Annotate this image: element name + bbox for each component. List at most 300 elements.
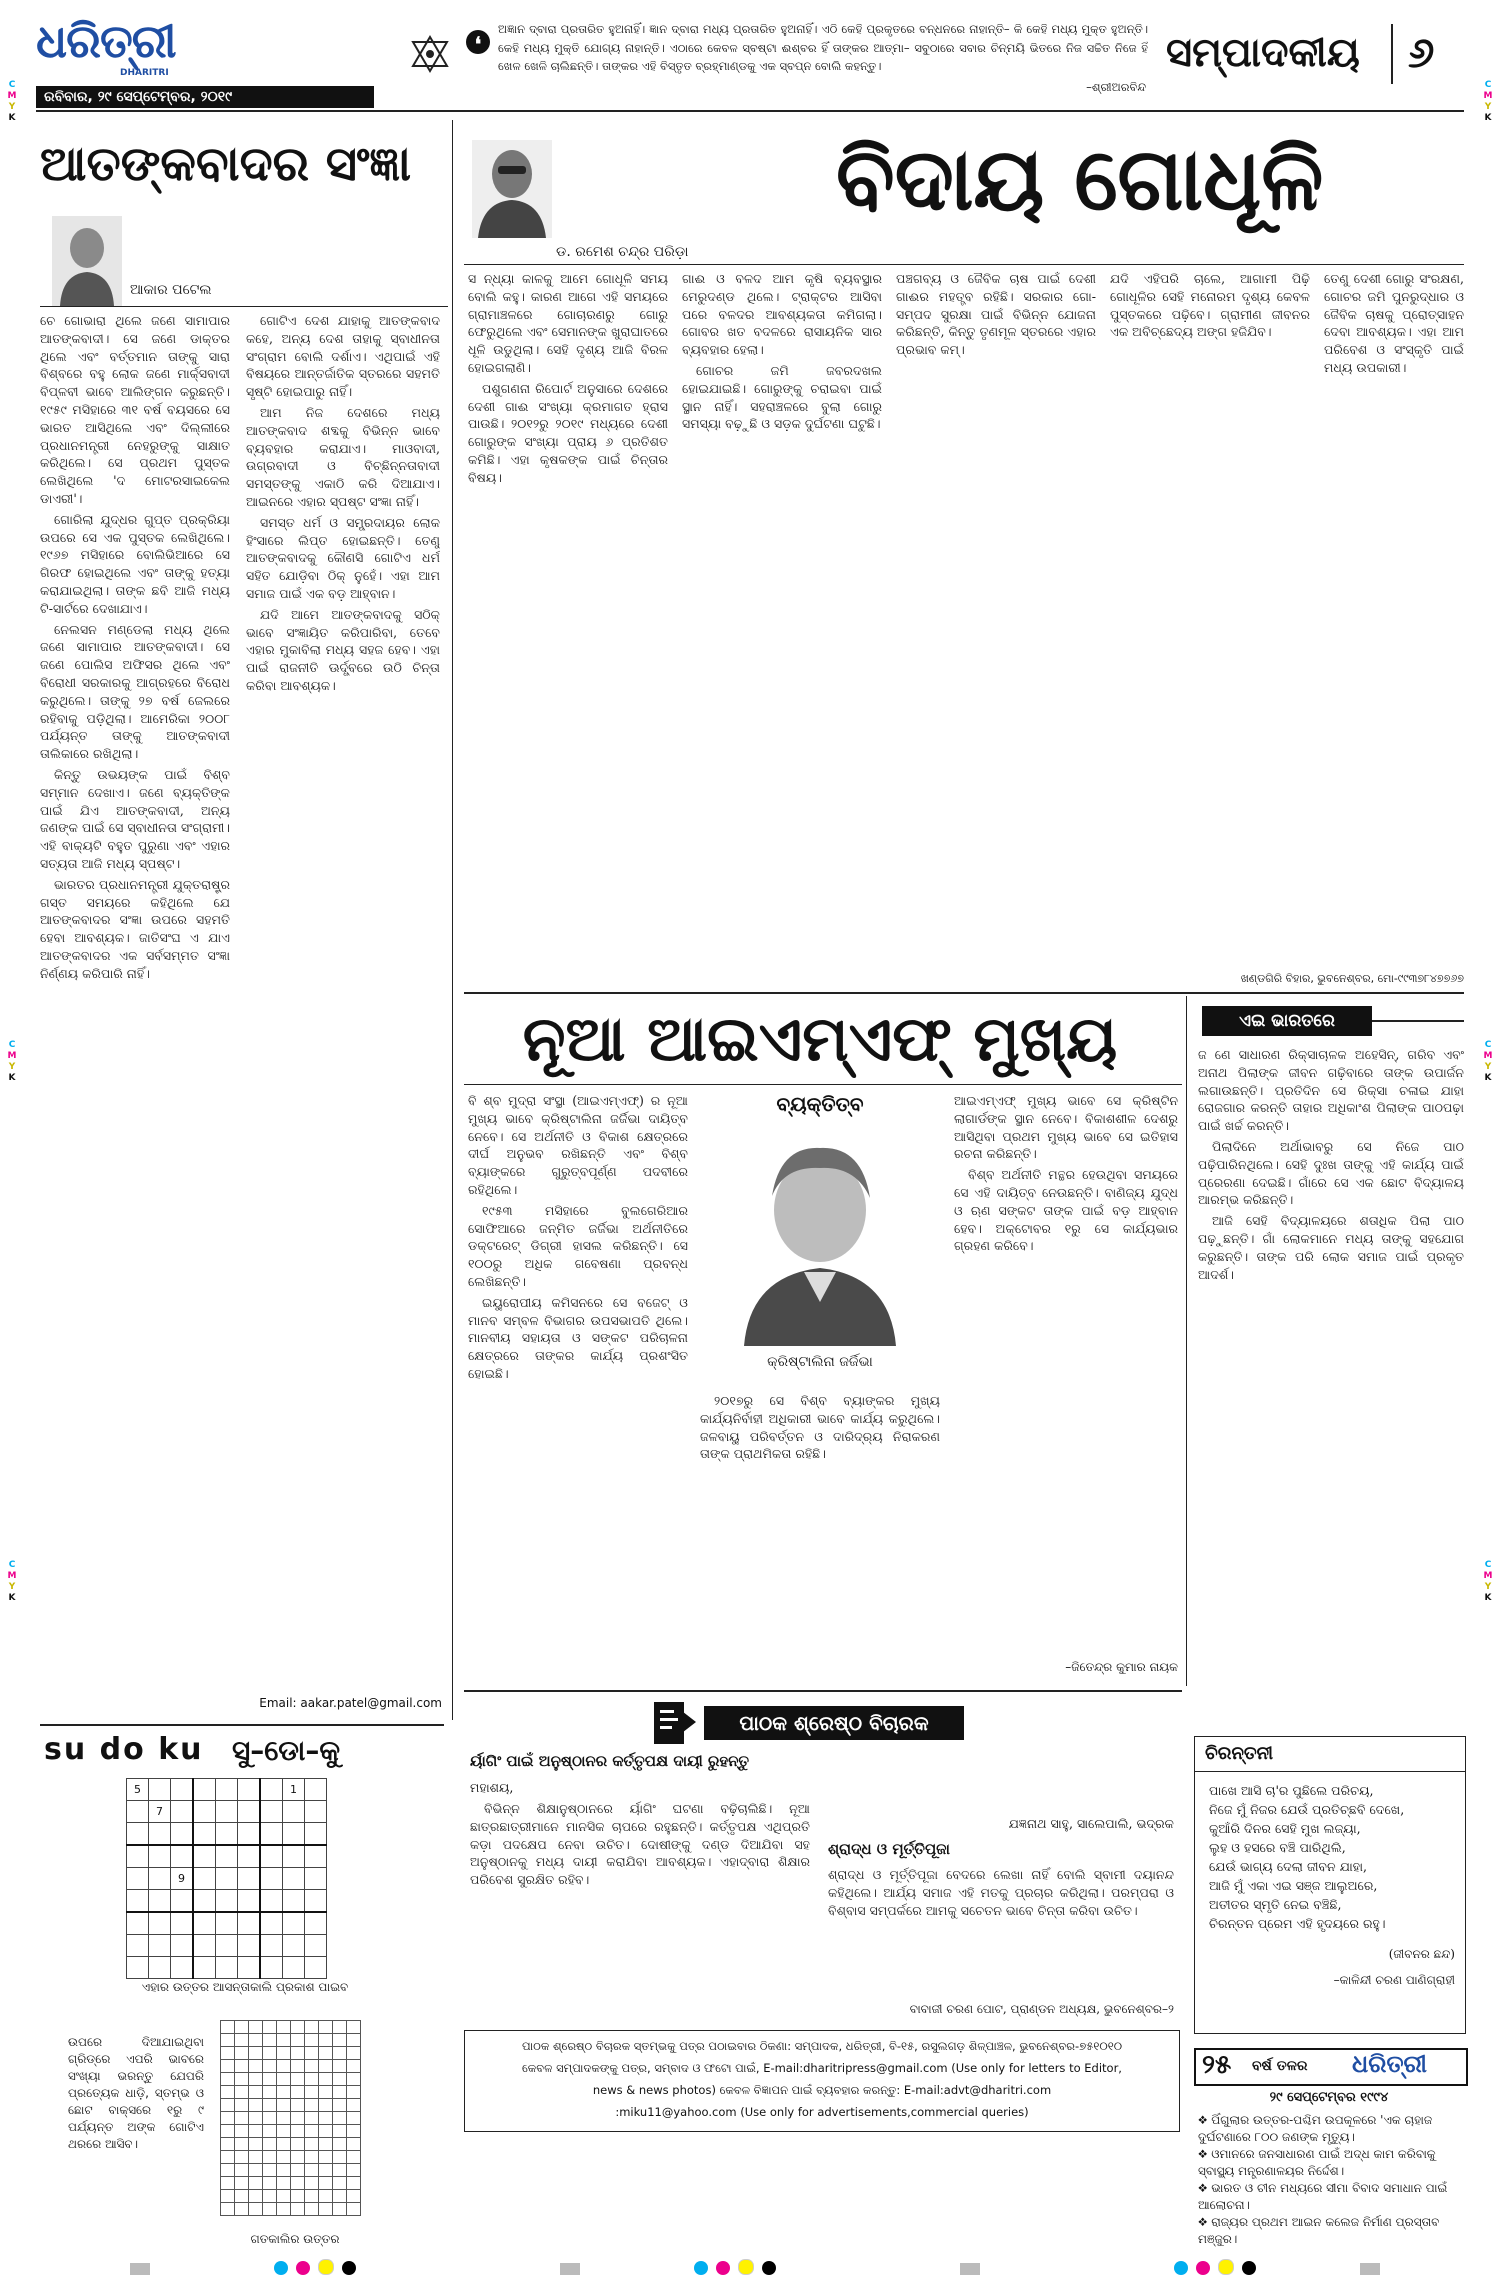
- article-paragraph: ଆମ ନିଜ ଦେଶରେ ମଧ୍ୟ ଆତଙ୍କବାଦ ଶବ୍ଦକୁ ବିଭିନ୍ନ ଭାବେ ବ୍ୟବହାର କରାଯାଏ। ମାଓବାଦୀ, ଉଗ୍ରବାଦୀ ଓ ବିଚ୍ଛିନ୍ନତାବାଦୀ ସମସ୍ତଙ୍କୁ ଏକାଠି କରି ଦିଆଯାଏ। ଆଇନରେ ଏହାର ସ୍ପଷ୍ଟ ସଂଜ୍ଞା ନାହିଁ।: [246, 404, 440, 509]
- solution-cell: [221, 2112, 235, 2125]
- sudoku-cell: [238, 1890, 261, 1913]
- reg-marks-right-top: C M Y K: [1483, 80, 1493, 123]
- solution-cell: [263, 2060, 277, 2073]
- flashback-date: ୨୯ ସେପ୍ଟେମ୍ବର ୧୯୯୪: [1269, 2090, 1389, 2105]
- solution-cell: [333, 2164, 347, 2177]
- sudoku-cell: [216, 1823, 238, 1846]
- solution-cell: [291, 2034, 305, 2047]
- sudoku-cell: [305, 1890, 327, 1913]
- solution-cell: [347, 2073, 361, 2086]
- sudoku-cell: [260, 1957, 283, 1979]
- letter-text: ଶ୍ରାଦ୍ଧ ଓ ମୂର୍ତ୍ତିପୂଜା ବେଦରେ ଲେଖା ନାହିଁ ବୋଲି ସ୍ବାମୀ ଦୟାନନ୍ଦ କହିଥିଲେ। ଆର୍ଯ୍ୟ ସମାଜ ଏହି ମତକୁ ପ୍ରଚାର କରିଥିଲା। ପରମ୍ପରା ଓ ବିଶ୍ବାସ ସମ୍ପର୍କରେ ଆମକୁ ସଚେତନ ଭାବେ ଚିନ୍ତା କରିବା ଉଚିତ।: [828, 1867, 1174, 1918]
- gray-swatch: [130, 2263, 150, 2275]
- solution-cell: [221, 2099, 235, 2112]
- solution-cell: [291, 2151, 305, 2164]
- sudoku-cell: [149, 1935, 171, 1957]
- solution-cell: [347, 2112, 361, 2125]
- flashback-header: [1194, 2048, 1468, 2086]
- sudoku-cell: [193, 1912, 216, 1935]
- solution-cell: [249, 2151, 263, 2164]
- sudoku-cell: [149, 1890, 171, 1913]
- solution-cell: [319, 2177, 333, 2190]
- twilight-headline-rule: [464, 264, 1464, 265]
- article-imf-body-col1: [468, 1092, 688, 1652]
- letters-footer-box: [464, 2030, 1180, 2132]
- sudoku-cell: [216, 1935, 238, 1957]
- sudoku-cell: [193, 1823, 216, 1846]
- solution-cell: [277, 2112, 291, 2125]
- reg-marks-left-mid: C M Y K: [7, 1040, 17, 1083]
- solution-cell: [249, 2073, 263, 2086]
- article-twilight-body-col5: [1324, 270, 1464, 970]
- article-paragraph: ସ ନ୍ଧ୍ୟା କାଳକୁ ଆମେ ଗୋଧୂଳି ସମୟ ବୋଲି କହୁ। କାରଣ ଆଗେ ଏହି ସମୟରେ ଗ୍ରାମାଞ୍ଚଳରେ ଗୋଚାରଣରୁ ଗୋରୁ ଫେରୁଥିଲେ ଏବଂ ସେମାନଙ୍କ ଖୁରାଘାତରେ ଧୂଳି ଉଡୁଥିଲା। ସେହି ଦୃଶ୍ୟ ଆଜି ବିରଳ ହୋଇଗଲାଣି।: [468, 271, 668, 375]
- yellow-dot: [738, 2259, 754, 2275]
- solution-cell: [263, 2203, 277, 2216]
- solution-cell: [291, 2073, 305, 2086]
- solution-cell: [249, 2164, 263, 2177]
- sudoku-cell: [127, 1957, 149, 1979]
- solution-cell: [221, 2060, 235, 2073]
- page-number: ୬: [1408, 28, 1435, 77]
- sudoku-cell: [260, 1912, 283, 1935]
- quote-author: –ଶ୍ରୀଅରବିନ୍ଦ: [1086, 80, 1146, 94]
- cyan-dot: [274, 2261, 288, 2275]
- sudoku-cell: [283, 1935, 305, 1957]
- solution-cell: [277, 2151, 291, 2164]
- sudoku-cell: [171, 1890, 194, 1913]
- solution-cell: [291, 2021, 305, 2034]
- solution-cell: [319, 2099, 333, 2112]
- article-paragraph: ଯଦି ଏହିପରି ଚାଲେ, ଆଗାମୀ ପିଢ଼ି ଗୋଧୂଳିର ସେହି ମନୋରମ ଦୃଶ୍ୟ କେବଳ ପୁସ୍ତକରେ ପଢ଼ିବେ। ଗ୍ରାମୀଣ ଜୀବନର ଏକ ଅବିଚ୍ଛେଦ୍ୟ ଅଙ୍ଗ ହଜିଯିବ।: [1110, 271, 1310, 340]
- solution-cell: [263, 2125, 277, 2138]
- solution-cell: [291, 2112, 305, 2125]
- solution-cell: [319, 2190, 333, 2203]
- sudoku-solution-grid: [220, 2020, 361, 2216]
- column-divider-imf: [1186, 996, 1187, 1686]
- chirantani-author: –କାଳିନ୍ଦୀ ଚରଣ ପାଣିଗ୍ରାହୀ: [1333, 1973, 1455, 1987]
- sudoku-cell: [149, 1912, 171, 1935]
- sudoku-cell: [260, 1935, 283, 1957]
- reg-marks-left-top: C M Y K: [7, 80, 17, 123]
- twilight-bottom-rule: [464, 992, 1464, 994]
- solution-cell: [319, 2138, 333, 2151]
- solution-cell: [277, 2138, 291, 2151]
- solution-cell: [277, 2073, 291, 2086]
- article-paragraph: ୨୦୧୭ରୁ ସେ ବିଶ୍ବ ବ୍ୟାଙ୍କର ମୁଖ୍ୟ କାର୍ଯ୍ୟନିର୍ବାହୀ ଅଧିକାରୀ ଭାବେ କାର୍ଯ୍ୟ କରୁଥିଲେ। ଜଳବାୟୁ ପରିବର୍ତ୍ତନ ଓ ଦାରିଦ୍ର୍ୟ ନିରାକରଣ ତାଙ୍କ ପ୍ରାଥମିକତା ରହିଛି।: [700, 1393, 940, 1462]
- solution-cell: [235, 2021, 249, 2034]
- article-paragraph: ନେଲସନ ମଣ୍ଡେଲା ମଧ୍ୟ ଥିଲେ ଜଣେ ସାମାପାର ଆତଙ୍କବାଦୀ। ସେ ଜଣେ ପୋଲିସ ଅଫିସର ଥିଲେ ଏବଂ ବିରୋଧୀ ସରକାରକୁ ଆଗ୍ରହରେ ବିରୋଧ କରୁଥିଲେ। ତାଙ୍କୁ ୨୭ ବର୍ଷ ଜେଲରେ ରହିବାକୁ ପଡ଼ିଥିଲା। ଆମେରିକା ୨୦୦୮ ପର୍ଯ୍ୟନ୍ତ ତାଙ୍କୁ ଆତଙ୍କବାଦୀ ତାଲିକାରେ ରଖିଥିଲା।: [40, 621, 230, 762]
- sudoku-cell: [127, 1935, 149, 1957]
- solution-cell: [221, 2203, 235, 2216]
- imf-photo-box: [700, 1092, 940, 1382]
- article-paragraph: ଆଜି ସେହି ବିଦ୍ୟାଳୟରେ ଶତାଧିକ ପିଲା ପାଠ ପଢ଼ୁଛନ୍ତି। ଗାଁ ଲୋକମାନେ ମଧ୍ୟ ତାଙ୍କୁ ସହଯୋଗ କରୁଛନ୍ତି। ତାଙ୍କ ପରି ଲୋକ ସମାଜ ପାଇଁ ପ୍ରକୃତ ଆଦର୍ଶ।: [1198, 1213, 1464, 1282]
- sudoku-cell: [193, 1779, 216, 1801]
- solution-cell: [235, 2047, 249, 2060]
- solution-cell: [235, 2151, 249, 2164]
- article-twilight-signoff: ଖଣ୍ଡଗିରି ବିହାର, ଭୁବନେଶ୍ବର, ମୋ-୯୯୩୭୮୪୭୭୬୭: [1240, 972, 1464, 985]
- article-paragraph: ଗୋରିଲା ଯୁଦ୍ଧର ଗୁପ୍ତ ପ୍ରକ୍ରିୟା ଉପରେ ସେ ଏକ ପୁସ୍ତକ ଲେଖିଥିଲେ। ୧୯୬୭ ମସିହାରେ ବୋଲିଭିଆରେ ସେ ଗିରଫ ହୋଇଥିଲେ ଏବଂ ତାଙ୍କୁ ହତ୍ୟା କରାଯାଇଥିଲା। ତାଙ୍କ ଛବି ଆଜି ମଧ୍ୟ ଟି-ସାର୍ଟରେ ଦେଖାଯାଏ।: [40, 511, 230, 616]
- sudoku-cell: [216, 1957, 238, 1979]
- solution-cell: [263, 2151, 277, 2164]
- yellow-dot: [1218, 2259, 1234, 2275]
- article-paragraph: ଗାଈ ଓ ବଳଦ ଆମ କୃଷି ବ୍ୟବସ୍ଥାର ମେରୁଦଣ୍ଡ ଥିଲେ। ଟ୍ରାକ୍ଟର ଆସିବା ପରେ ବଳଦର ଆବଶ୍ୟକତା କମିଗଲା। ଗୋବର ଖତ ବଦଳରେ ରାସାୟନିକ ସାର ବ୍ୟବହାର ହେଲା।: [682, 271, 882, 358]
- solution-cell: [347, 2164, 361, 2177]
- emblem-icon: [410, 34, 450, 74]
- article-paragraph: ପଶୁଗଣନା ରିପୋର୍ଟ ଅନୁସାରେ ଦେଶରେ ଦେଶୀ ଗାଈ ସଂଖ୍ୟା କ୍ରମାଗତ ହ୍ରାସ ପାଉଛି। ୨୦୧୨ରୁ ୨୦୧୯ ମଧ୍ୟରେ ଦେଶୀ ଗୋରୁଙ୍କ ସଂଖ୍ୟା ପ୍ରାୟ ୬ ପ୍ରତିଶତ କମିଛି। ଏହା କୃଷକଙ୍କ ପାଇଁ ଚିନ୍ତାର ବିଷୟ।: [468, 380, 668, 485]
- solution-cell: [277, 2203, 291, 2216]
- solution-cell: [347, 2034, 361, 2047]
- black-dot: [762, 2261, 776, 2275]
- article-paragraph: ଆଇଏମ୍ଏଫ୍ ମୁଖ୍ୟ ଭାବେ ସେ କ୍ରିଷ୍ଟିନ ଲାଗାର୍ଡଙ୍କ ସ୍ଥାନ ନେବେ। ବିକାଶଶୀଳ ଦେଶରୁ ଆସିଥିବା ପ୍ରଥମ ମୁଖ୍ୟ ଭାବେ ସେ ଇତିହାସ ରଚନା କରିଛନ୍ତି।: [954, 1093, 1178, 1162]
- article-imf-kicker: ବ୍ୟକ୍ତିତ୍ବ: [776, 1092, 864, 1116]
- author-photo-patel: [52, 216, 122, 306]
- solution-cell: [263, 2047, 277, 2060]
- sudoku-cell: [283, 1957, 305, 1979]
- sudoku-cell: [305, 1957, 327, 1979]
- article-twilight-body-col2: [682, 270, 882, 990]
- sudoku-cell: [216, 1779, 238, 1801]
- logo-text: ଧରିତ୍ରୀ: [36, 14, 176, 68]
- sudoku-cell: [216, 1845, 238, 1868]
- solution-cell: [277, 2164, 291, 2177]
- solution-cell: [221, 2073, 235, 2086]
- section-divider: [1391, 24, 1393, 84]
- solution-cell: [291, 2203, 305, 2216]
- sudoku-cell: [127, 1890, 149, 1913]
- flashback-box: [1194, 2048, 1464, 2248]
- solution-cell: [277, 2047, 291, 2060]
- sudoku-cell: [149, 1868, 171, 1890]
- letter-text: ବିଭିନ୍ନ ଶିକ୍ଷାନୁଷ୍ଠାନରେ ର୍ୟାଗିଂ ଘଟଣା ବଢ଼ିଚାଲିଛି। ନୂଆ ଛାତ୍ରଛାତ୍ରୀମାନେ ମାନସିକ ଚାପରେ ରହୁଛନ୍ତି। କର୍ତ୍ତୃପକ୍ଷ ଏଥିପ୍ରତି କଡ଼ା ପଦକ୍ଷେପ ନେବା ଉଚିତ। ଦୋଷୀଙ୍କୁ ଦଣ୍ଡ ଦିଆଯିବା ସହ ଅନୁଷ୍ଠାନକୁ ମଧ୍ୟ ଦାୟୀ କରାଯିବା ଆବଶ୍ୟକ। ଏହାଦ୍ବାରା ଶିକ୍ଷାର ପରିବେଶ ସୁରକ୍ଷିତ ରହିବ।: [470, 1801, 810, 1888]
- solution-cell: [305, 2138, 319, 2151]
- solution-cell: [221, 2190, 235, 2203]
- sudoku-cell: [216, 1868, 238, 1890]
- article-twilight-body-col3: [896, 270, 1096, 990]
- section-title: ସମ୍ପାଦକୀୟ: [1166, 30, 1360, 76]
- sudoku-cell: [216, 1890, 238, 1913]
- solution-cell: [333, 2138, 347, 2151]
- solution-cell: [319, 2125, 333, 2138]
- sudoku-cell: [216, 1912, 238, 1935]
- solution-cell: [291, 2190, 305, 2203]
- solution-cell: [235, 2112, 249, 2125]
- letters-logo-icon: [650, 1698, 700, 1748]
- solution-cell: [221, 2034, 235, 2047]
- cyan-dot: [1174, 2261, 1188, 2275]
- article-paragraph: କିନ୍ତୁ ଉଭୟଙ୍କ ପାଇଁ ବିଶ୍ବ ସମ୍ମାନ ଦେଖାଏ। ଜଣେ ବ୍ୟକ୍ତିଙ୍କ ପାଇଁ ଯିଏ ଆତଙ୍କବାଦୀ, ଅନ୍ୟ ଜଣଙ୍କ ପାଇଁ ସେ ସ୍ବାଧୀନତା ସଂଗ୍ରାମୀ। ଏହି ବାକ୍ୟଟି ବହୁତ ପୁରୁଣା ଏବଂ ଏହାର ସତ୍ୟତା ଆଜି ମଧ୍ୟ ସ୍ପଷ୍ଟ।: [40, 766, 230, 871]
- letters-footer-line3: news & news photos) କେବଳ ବିଜ୍ଞାପନ ପାଇଁ ବ୍ୟବହାର କରନ୍ତୁ: E-mail:advt@dharitri.com: [592, 2083, 1052, 2097]
- sudoku-cell: [171, 1801, 194, 1823]
- sudoku-cell: [171, 1912, 194, 1935]
- letter1-title: ର୍ୟାଗିଂ ପାଇଁ ଅନୁଷ୍ଠାନର କର୍ତ୍ତୃପକ୍ଷ ଦାୟୀ ରୁହନ୍ତୁ: [470, 1752, 750, 1770]
- poem-line: ଲୁହ ଓ ହସରେ ବଞ୍ଚି ପାରିଥିଲି,: [1209, 1840, 1346, 1855]
- solution-cell: [235, 2190, 249, 2203]
- solution-cell: [333, 2125, 347, 2138]
- solution-cell: [235, 2138, 249, 2151]
- letter2-title: ଶ୍ରାଦ୍ଧ ଓ ମୂର୍ତ୍ତିପୂଜା: [828, 1840, 950, 1858]
- solution-cell: [291, 2099, 305, 2112]
- reg-marks-right-mid: C M Y K: [1483, 1040, 1493, 1083]
- solution-cell: [333, 2190, 347, 2203]
- article-paragraph: ଗୋଚର ଜମି ଜବରଦଖଲ ହୋଇଯାଇଛି। ଗୋରୁଙ୍କୁ ଚରାଇବା ପାଇଁ ସ୍ଥାନ ନାହିଁ। ସହରାଞ୍ଚଳରେ ବୁଲା ଗୋରୁ ସମସ୍ୟା ବଢ଼ୁଛି ଓ ସଡ଼କ ଦୁର୍ଘଟଣା ଘଟୁଛି।: [682, 362, 882, 432]
- sudoku-cell: [238, 1779, 261, 1801]
- solution-cell: [305, 2112, 319, 2125]
- flashback-number: ୨୫: [1202, 2050, 1232, 2080]
- solution-cell: [221, 2151, 235, 2164]
- article-imf-signoff: –ଜିତେନ୍ଦ୍ର କୁମାର ନାୟକ: [1065, 1660, 1178, 1674]
- gray-swatch: [960, 2263, 980, 2275]
- sudoku-cell: [260, 1890, 283, 1913]
- sudoku-cell: [283, 1890, 305, 1913]
- solution-cell: [347, 2203, 361, 2216]
- masthead: [36, 14, 1464, 114]
- solution-cell: [221, 2086, 235, 2099]
- letter1-salutation: ମହାଶୟ,: [470, 1780, 514, 1795]
- letter1-body: [470, 1800, 810, 2010]
- solution-cell: [347, 2060, 361, 2073]
- article-imf-body-col3: [954, 1092, 1178, 1652]
- solution-cell: [305, 2203, 319, 2216]
- poem-line: କୁଆଁରି ଦିନର ସେହି ମୁଖ ଲଜ୍ୟା,: [1209, 1821, 1361, 1836]
- flashback-logo: ଧରିତ୍ରୀ: [1352, 2050, 1427, 2078]
- solution-cell: [319, 2034, 333, 2047]
- solution-cell: [263, 2112, 277, 2125]
- solution-cell: [319, 2060, 333, 2073]
- solution-cell: [319, 2151, 333, 2164]
- flashback-item: ❖ ଓମାନରେ ଜନସାଧାରଣ ପାଇଁ ଅଦ୍ଧ କାମ କରିବାକୁ ସ୍ବାସ୍ଥ୍ୟ ମନ୍ତ୍ରଣାଳୟର ନିର୍ଦ୍ଦେଶ।: [1198, 2147, 1436, 2178]
- sudoku-top-rule: [40, 1724, 444, 1726]
- sudoku-cell: [171, 1935, 194, 1957]
- gray-swatch: [560, 2263, 580, 2275]
- solution-cell: [221, 2047, 235, 2060]
- solution-cell: [263, 2099, 277, 2112]
- article-paragraph: ଭାରତର ପ୍ରଧାନମନ୍ତ୍ରୀ ଯୁକ୍ତରାଷ୍ଟ୍ର ଗସ୍ତ ସମୟରେ କହିଥିଲେ ଯେ ଆତଙ୍କବାଦର ସଂଜ୍ଞା ଉପରେ ସହମତି ହେବା ଆବଶ୍ୟକ। ଜାତିସଂଘ ଏ ଯାଏ ଆତଙ୍କବାଦର ଏକ ସର୍ବସମ୍ମତ ସଂଜ୍ଞା ନିର୍ଣ୍ଣୟ କରିପାରି ନାହିଁ।: [40, 876, 230, 981]
- solution-cell: [221, 2138, 235, 2151]
- solution-cell: [319, 2021, 333, 2034]
- sudoku-cell: [171, 1779, 194, 1801]
- sudoku-cell: [216, 1801, 238, 1823]
- solution-cell: [263, 2021, 277, 2034]
- letters-footer-line4: :miku11@yahoo.com (Use only for advertisements,commercial queries): [615, 2105, 1029, 2119]
- sudoku-cell: [238, 1868, 261, 1890]
- solution-cell: [277, 2190, 291, 2203]
- sudoku-cell: [283, 1912, 305, 1935]
- sudoku-cell: [127, 1801, 149, 1823]
- article-paragraph: ବିଶ୍ବ ଅର୍ଥନୀତି ମନ୍ଥର ହେଉଥିବା ସମୟରେ ସେ ଏହି ଦାୟିତ୍ବ ନେଉଛନ୍ତି। ବାଣିଜ୍ୟ ଯୁଦ୍ଧ ଓ ଋଣ ସଙ୍କଟ ତାଙ୍କ ପାଇଁ ବଡ଼ ଆହ୍ବାନ ହେବ। ଅକ୍ଟୋବର ୧ରୁ ସେ କାର୍ଯ୍ୟଭାର ଗ୍ରହଣ କରିବେ।: [954, 1167, 1178, 1254]
- sudoku-cell: 9: [171, 1868, 194, 1890]
- solution-cell: [263, 2138, 277, 2151]
- sudoku-cell: [193, 1890, 216, 1913]
- article-terror-headline: ଆତଙ୍କବାଦର ସଂଜ୍ଞା: [40, 136, 412, 192]
- solution-cell: [277, 2086, 291, 2099]
- flashback-heading-text: ବର୍ଷ ତଳର: [1252, 2058, 1308, 2074]
- solution-cell: [277, 2060, 291, 2073]
- solution-cell: [319, 2047, 333, 2060]
- solution-cell: [249, 2203, 263, 2216]
- solution-cell: [221, 2164, 235, 2177]
- solution-cell: [305, 2151, 319, 2164]
- solution-cell: [319, 2073, 333, 2086]
- sudoku-cell: [127, 1823, 149, 1846]
- article-imf-headline: ନୂଆ ଆଇଏମ୍ଏଫ୍ ମୁଖ୍ୟ: [522, 1002, 1118, 1075]
- solution-cell: [333, 2099, 347, 2112]
- article-paragraph: ଜ ଣେ ସାଧାରଣ ରିକ୍ସାଚାଳକ ଅହେସିନ୍, ଗରିବ ଏବଂ ଅନାଥ ପିଲାଙ୍କ ଜୀବନ ଗଢ଼ିବାରେ ତାଙ୍କ ଉପାର୍ଜନ ଲଗାଉଛନ୍ତି। ପ୍ରତିଦିନ ସେ ରିକ୍ସା ଚଳାଇ ଯାହା ରୋଜଗାର କରନ୍ତି ତାହାର ଅଧିକାଂଶ ପିଲାଙ୍କ ପାଠପଢ଼ା ପାଇଁ ଖର୍ଚ୍ଚ କରନ୍ତି।: [1198, 1047, 1464, 1134]
- solution-cell: [235, 2203, 249, 2216]
- logo-sub: DHARITRI: [120, 68, 169, 78]
- article-paragraph: ବି ଶ୍ବ ମୁଦ୍ରା ସଂସ୍ଥା (ଆଇଏମ୍ଏଫ୍) ର ନୂଆ ମୁଖ୍ୟ ଭାବେ କ୍ରିଷ୍ଟାଲିନା ଜର୍ଜିଭା ଦାୟିତ୍ବ ନେବେ। ସେ ଅର୍ଥନୀତି ଓ ବିକାଶ କ୍ଷେତ୍ରରେ ଦୀର୍ଘ ଅନୁଭବ ରଖିଛନ୍ତି ଏବଂ ବିଶ୍ବ ବ୍ୟାଙ୍କରେ ଗୁରୁତ୍ବପୂର୍ଣ୍ଣ ପଦବୀରେ ରହିଥିଲେ।: [468, 1093, 688, 1197]
- sudoku-cell: [260, 1779, 283, 1801]
- article-paragraph: ୧୯୫୩ ମସିହାରେ ବୁଲଗେରିଆର ସୋଫିଆରେ ଜନ୍ମିତ ଜର୍ଜିଭା ଅର୍ଥନୀତିରେ ଡକ୍ଟରେଟ୍ ଡିଗ୍ରୀ ହାସଲ କରିଛନ୍ତି। ସେ ୧୦୦ରୁ ଅଧିକ ଗବେଷଣା ପ୍ରବନ୍ଧ ଲେଖିଛନ୍ତି।: [468, 1202, 688, 1289]
- sudoku-cell: [238, 1823, 261, 1846]
- sudoku-cell: [283, 1801, 305, 1823]
- sudoku-cell: [193, 1935, 216, 1957]
- sudoku-cell: [149, 1957, 171, 1979]
- sudoku-cell: [260, 1801, 283, 1823]
- sudoku-cell: [305, 1912, 327, 1935]
- solution-cell: [263, 2190, 277, 2203]
- solution-cell: [305, 2164, 319, 2177]
- solution-cell: [305, 2060, 319, 2073]
- solution-cell: [277, 2034, 291, 2047]
- solution-cell: [235, 2034, 249, 2047]
- solution-cell: [291, 2047, 305, 2060]
- solution-cell: [263, 2073, 277, 2086]
- solution-cell: [235, 2060, 249, 2073]
- solution-cell: [235, 2099, 249, 2112]
- solution-cell: [263, 2164, 277, 2177]
- solution-cell: [263, 2086, 277, 2099]
- sudoku-cell: [149, 1845, 171, 1868]
- solution-cell: [333, 2047, 347, 2060]
- solution-cell: [347, 2021, 361, 2034]
- column-divider-left: [452, 120, 453, 1720]
- article-bharat-heading: ଏଇ ଭାରତରେ: [1202, 1006, 1372, 1036]
- solution-cell: [249, 2190, 263, 2203]
- sudoku-cell: [283, 1845, 305, 1868]
- article-twilight-author: ଡ. ରମେଶ ଚନ୍ଦ୍ର ପରିଡ଼ା: [556, 244, 689, 260]
- sudoku-cell: [127, 1868, 149, 1890]
- solution-cell: [333, 2203, 347, 2216]
- solution-cell: [291, 2164, 305, 2177]
- solution-cell: [333, 2151, 347, 2164]
- letters-top-rule: [464, 1690, 1182, 1692]
- solution-cell: [291, 2060, 305, 2073]
- solution-cell: [347, 2190, 361, 2203]
- solution-cell: [277, 2099, 291, 2112]
- sudoku-cell: 7: [149, 1801, 171, 1823]
- solution-cell: [221, 2177, 235, 2190]
- sudoku-grid: [126, 1778, 327, 1979]
- sudoku-rules: ଉପରେ ଦିଆଯାଇଥିବା ଗ୍ରିଡ୍‌ରେ ଏପରି ଭାବରେ ସଂଖ୍ୟା ଭରନ୍ତୁ ଯେପରି ପ୍ରତ୍ୟେକ ଧାଡ଼ି, ସ୍ତମ୍ଭ ଓ ଛୋଟ ବାକ୍ସରେ ୧ରୁ ୯ ପର୍ଯ୍ୟନ୍ତ ଅଙ୍କ ଗୋଟିଏ ଥରରେ ଆସିବ।: [68, 2035, 204, 2151]
- solution-cell: [291, 2086, 305, 2099]
- reg-marks-left-low: C M Y K: [7, 1560, 17, 1603]
- solution-cell: [249, 2021, 263, 2034]
- solution-cell: [333, 2034, 347, 2047]
- poem-line: ଚିରନ୍ତନ ପ୍ରେମ ଏହି ହୃଦୟରେ ରହୁ।: [1209, 1916, 1386, 1931]
- author-underline: [40, 306, 448, 307]
- solution-cell: [249, 2112, 263, 2125]
- sudoku-cell: [193, 1868, 216, 1890]
- sudoku-box: [40, 1724, 444, 2272]
- letter2-author: ବାବାଜୀ ଚରଣ ପୋଟ, ପ୍ରାଣ୍ଡନ ଅଧ୍ୟକ୍ଷ, ଭୁବନେଶ୍ବର–୨: [909, 2002, 1174, 2016]
- solution-cell: [319, 2203, 333, 2216]
- chirantani-box: [1194, 1736, 1466, 2034]
- solution-cell: [333, 2177, 347, 2190]
- solution-cell: [347, 2086, 361, 2099]
- article-twilight-headline: ବିଦାୟ ଗୋଧୂଳି: [836, 130, 1324, 230]
- solution-cell: [305, 2021, 319, 2034]
- solution-cell: [235, 2177, 249, 2190]
- solution-cell: [305, 2190, 319, 2203]
- sudoku-cell: [238, 1801, 261, 1823]
- solution-cell: [249, 2177, 263, 2190]
- black-dot: [1242, 2261, 1256, 2275]
- sudoku-title-or: ସୁ–ଡୋ–କୁ: [232, 1734, 341, 1767]
- article-paragraph: ଚେ ଗୋଭାରା ଥିଲେ ଜଣେ ସାମାପାର ଆତଙ୍କବାଦୀ। ସେ ଜଣେ ଡାକ୍ତର ଥିଲେ ଏବଂ ବର୍ତ୍ତମାନ ତାଙ୍କୁ ସାରା ବିଶ୍ବରେ ବହୁ ଲୋକ ଜଣେ ମାର୍କ୍ସବାଦୀ ବିପ୍ଳବୀ ଭାବେ ଆଲିଙ୍ଗନ କରୁଛନ୍ତି। ୧୯୫୯ ମସିହାରେ ୩୧ ବର୍ଷ ବୟସରେ ସେ ଭାରତ ଆସିଥିଲେ ଏବଂ ଦିଲ୍ଲୀରେ ପ୍ରଧାନମନ୍ତ୍ରୀ ନେହରୁଙ୍କୁ ସାକ୍ଷାତ କରିଥିଲେ। ସେ ପ୍ରଥମ ପୁସ୍ତକ ଲେଖିଥିଲେ 'ଦ ମୋଟରସାଇକେଲ ଡାଏରୀ'।: [40, 313, 230, 506]
- article-paragraph: ପଞ୍ଚଗବ୍ୟ ଓ ଜୈବିକ ଚାଷ ପାଇଁ ଦେଶୀ ଗାଈର ମହତ୍ତ୍ବ ରହିଛି। ସରକାର ଗୋ-ସମ୍ପଦ ସୁରକ୍ଷା ପାଇଁ ବିଭିନ୍ନ ଯୋଜନା କରିଛନ୍ତି, କିନ୍ତୁ ତୃଣମୂଳ ସ୍ତରରେ ଏହାର ପ୍ରଭାବ କମ୍।: [896, 271, 1096, 358]
- solution-cell: [319, 2086, 333, 2099]
- solution-cell: [249, 2034, 263, 2047]
- sudoku-cell: [238, 1935, 261, 1957]
- solution-cell: [319, 2112, 333, 2125]
- magenta-dot: [1196, 2261, 1210, 2275]
- sudoku-cell: [193, 1845, 216, 1868]
- solution-cell: [277, 2177, 291, 2190]
- imf-headline-rule: [464, 1084, 1182, 1085]
- sudoku-cell: [260, 1823, 283, 1846]
- article-terror-body-col2: [246, 312, 440, 1692]
- article-paragraph: ଇୟୁରୋପୀୟ କମିସନରେ ସେ ବଜେଟ୍ ଓ ମାନବ ସମ୍ବଳ ବିଭାଗର ଉପସଭାପତି ଥିଲେ। ମାନବୀୟ ସହାୟତା ଓ ସଙ୍କଟ ପରିଚାଳନା କ୍ଷେତ୍ରରେ ତାଙ୍କର କାର୍ଯ୍ୟ ପ୍ରଶଂସିତ ହୋଇଛି।: [468, 1294, 688, 1381]
- solution-cell: [249, 2099, 263, 2112]
- solution-cell: [263, 2034, 277, 2047]
- solution-cell: [347, 2125, 361, 2138]
- solution-cell: [347, 2138, 361, 2151]
- solution-cell: [305, 2034, 319, 2047]
- sudoku-cell: 5: [127, 1779, 149, 1801]
- article-paragraph: ପିଲାଦିନେ ଅର୍ଥାଭାବରୁ ସେ ନିଜେ ପାଠ ପଢ଼ିପାରିନଥିଲେ। ସେହି ଦୁଃଖ ତାଙ୍କୁ ଏହି କାର୍ଯ୍ୟ ପାଇଁ ପ୍ରେରଣା ଦେଇଛି। ଗାଁରେ ସେ ଏକ ଛୋଟ ବିଦ୍ୟାଳୟ ଆରମ୍ଭ କରିଛନ୍ତି।: [1198, 1138, 1464, 1208]
- sudoku-cell: [171, 1957, 194, 1979]
- sudoku-cell: [305, 1823, 327, 1846]
- solution-cell: [333, 2073, 347, 2086]
- sudoku-cell: [260, 1868, 283, 1890]
- article-paragraph: ଗୋଟିଏ ଦେଶ ଯାହାକୁ ଆତଙ୍କବାଦ କହେ, ଅନ୍ୟ ଦେଶ ତାହାକୁ ସ୍ବାଧୀନତା ସଂଗ୍ରାମ ବୋଲି ଦର୍ଶାଏ। ଏଥିପାଇଁ ଏହି ବିଷୟରେ ଆନ୍ତର୍ଜାତିକ ସ୍ତରରେ ସହମତି ସୃଷ୍ଟି ହୋଇପାରୁ ନାହିଁ।: [246, 313, 440, 400]
- poem-line: ପାଖେ ଆସି ଚା'ର ପୁଛିଲେ ପରିଚୟ,: [1209, 1783, 1374, 1798]
- sudoku-cell: [283, 1823, 305, 1846]
- solution-cell: [263, 2177, 277, 2190]
- masthead-rule: [36, 110, 1464, 112]
- solution-cell: [291, 2125, 305, 2138]
- solution-cell: [333, 2021, 347, 2034]
- flashback-items: [1198, 2112, 1460, 2248]
- article-paragraph: ତେଣୁ ଦେଶୀ ଗୋରୁ ସଂରକ୍ଷଣ, ଗୋଚର ଜମି ପୁନରୁଦ୍ଧାର ଓ ଜୈବିକ ଚାଷକୁ ପ୍ରୋତ୍ସାହନ ଦେବା ଆବଶ୍ୟକ। ଏହା ଆମ ପରିବେଶ ଓ ସଂସ୍କୃତି ପାଇଁ ମଧ୍ୟ ଉପକାରୀ।: [1324, 271, 1464, 375]
- solution-cell: [347, 2047, 361, 2060]
- sudoku-solution-caption: ଗତକାଲିର ଉତ୍ତର: [250, 2232, 340, 2246]
- article-paragraph: ସମସ୍ତ ଧର୍ମ ଓ ସମ୍ପ୍ରଦାୟର ଲୋକ ହିଂସାରେ ଲିପ୍ତ ହୋଇଛନ୍ତି। ତେଣୁ ଆତଙ୍କବାଦକୁ କୌଣସି ଗୋଟିଏ ଧର୍ମ ସହିତ ଯୋଡ଼ିବା ଠିକ୍ ନୁହେଁ। ଏହା ଆମ ସମାଜ ପାଇଁ ଏକ ବଡ଼ ଆହ୍ବାନ।: [246, 514, 440, 601]
- solution-cell: [249, 2125, 263, 2138]
- solution-cell: [249, 2138, 263, 2151]
- sudoku-cell: [171, 1823, 194, 1846]
- article-imf-body-col2: [700, 1392, 940, 1662]
- yellow-dot: [318, 2259, 334, 2275]
- sudoku-cell: [149, 1823, 171, 1846]
- solution-cell: [277, 2125, 291, 2138]
- bharat-heading-rule: [1372, 1020, 1464, 1022]
- solution-cell: [305, 2047, 319, 2060]
- author-photo-parida: [472, 140, 552, 238]
- solution-cell: [319, 2164, 333, 2177]
- solution-cell: [235, 2164, 249, 2177]
- letters-footer-line1: ପାଠକ ଶ୍ରେଷ୍ଠ ବିଚାରକ ସ୍ତମ୍ଭକୁ ପତ୍ର ପଠାଇବାର ଠିକଣା: ସମ୍ପାଦକ, ଧରିତ୍ରୀ, ବି-୧୫, ରସୁଲଗଡ଼ ଶିଳ୍ପାଞ୍ଚଳ, ଭୁବନେଶ୍ବର-୭୫୧୦୧୦: [521, 2039, 1123, 2053]
